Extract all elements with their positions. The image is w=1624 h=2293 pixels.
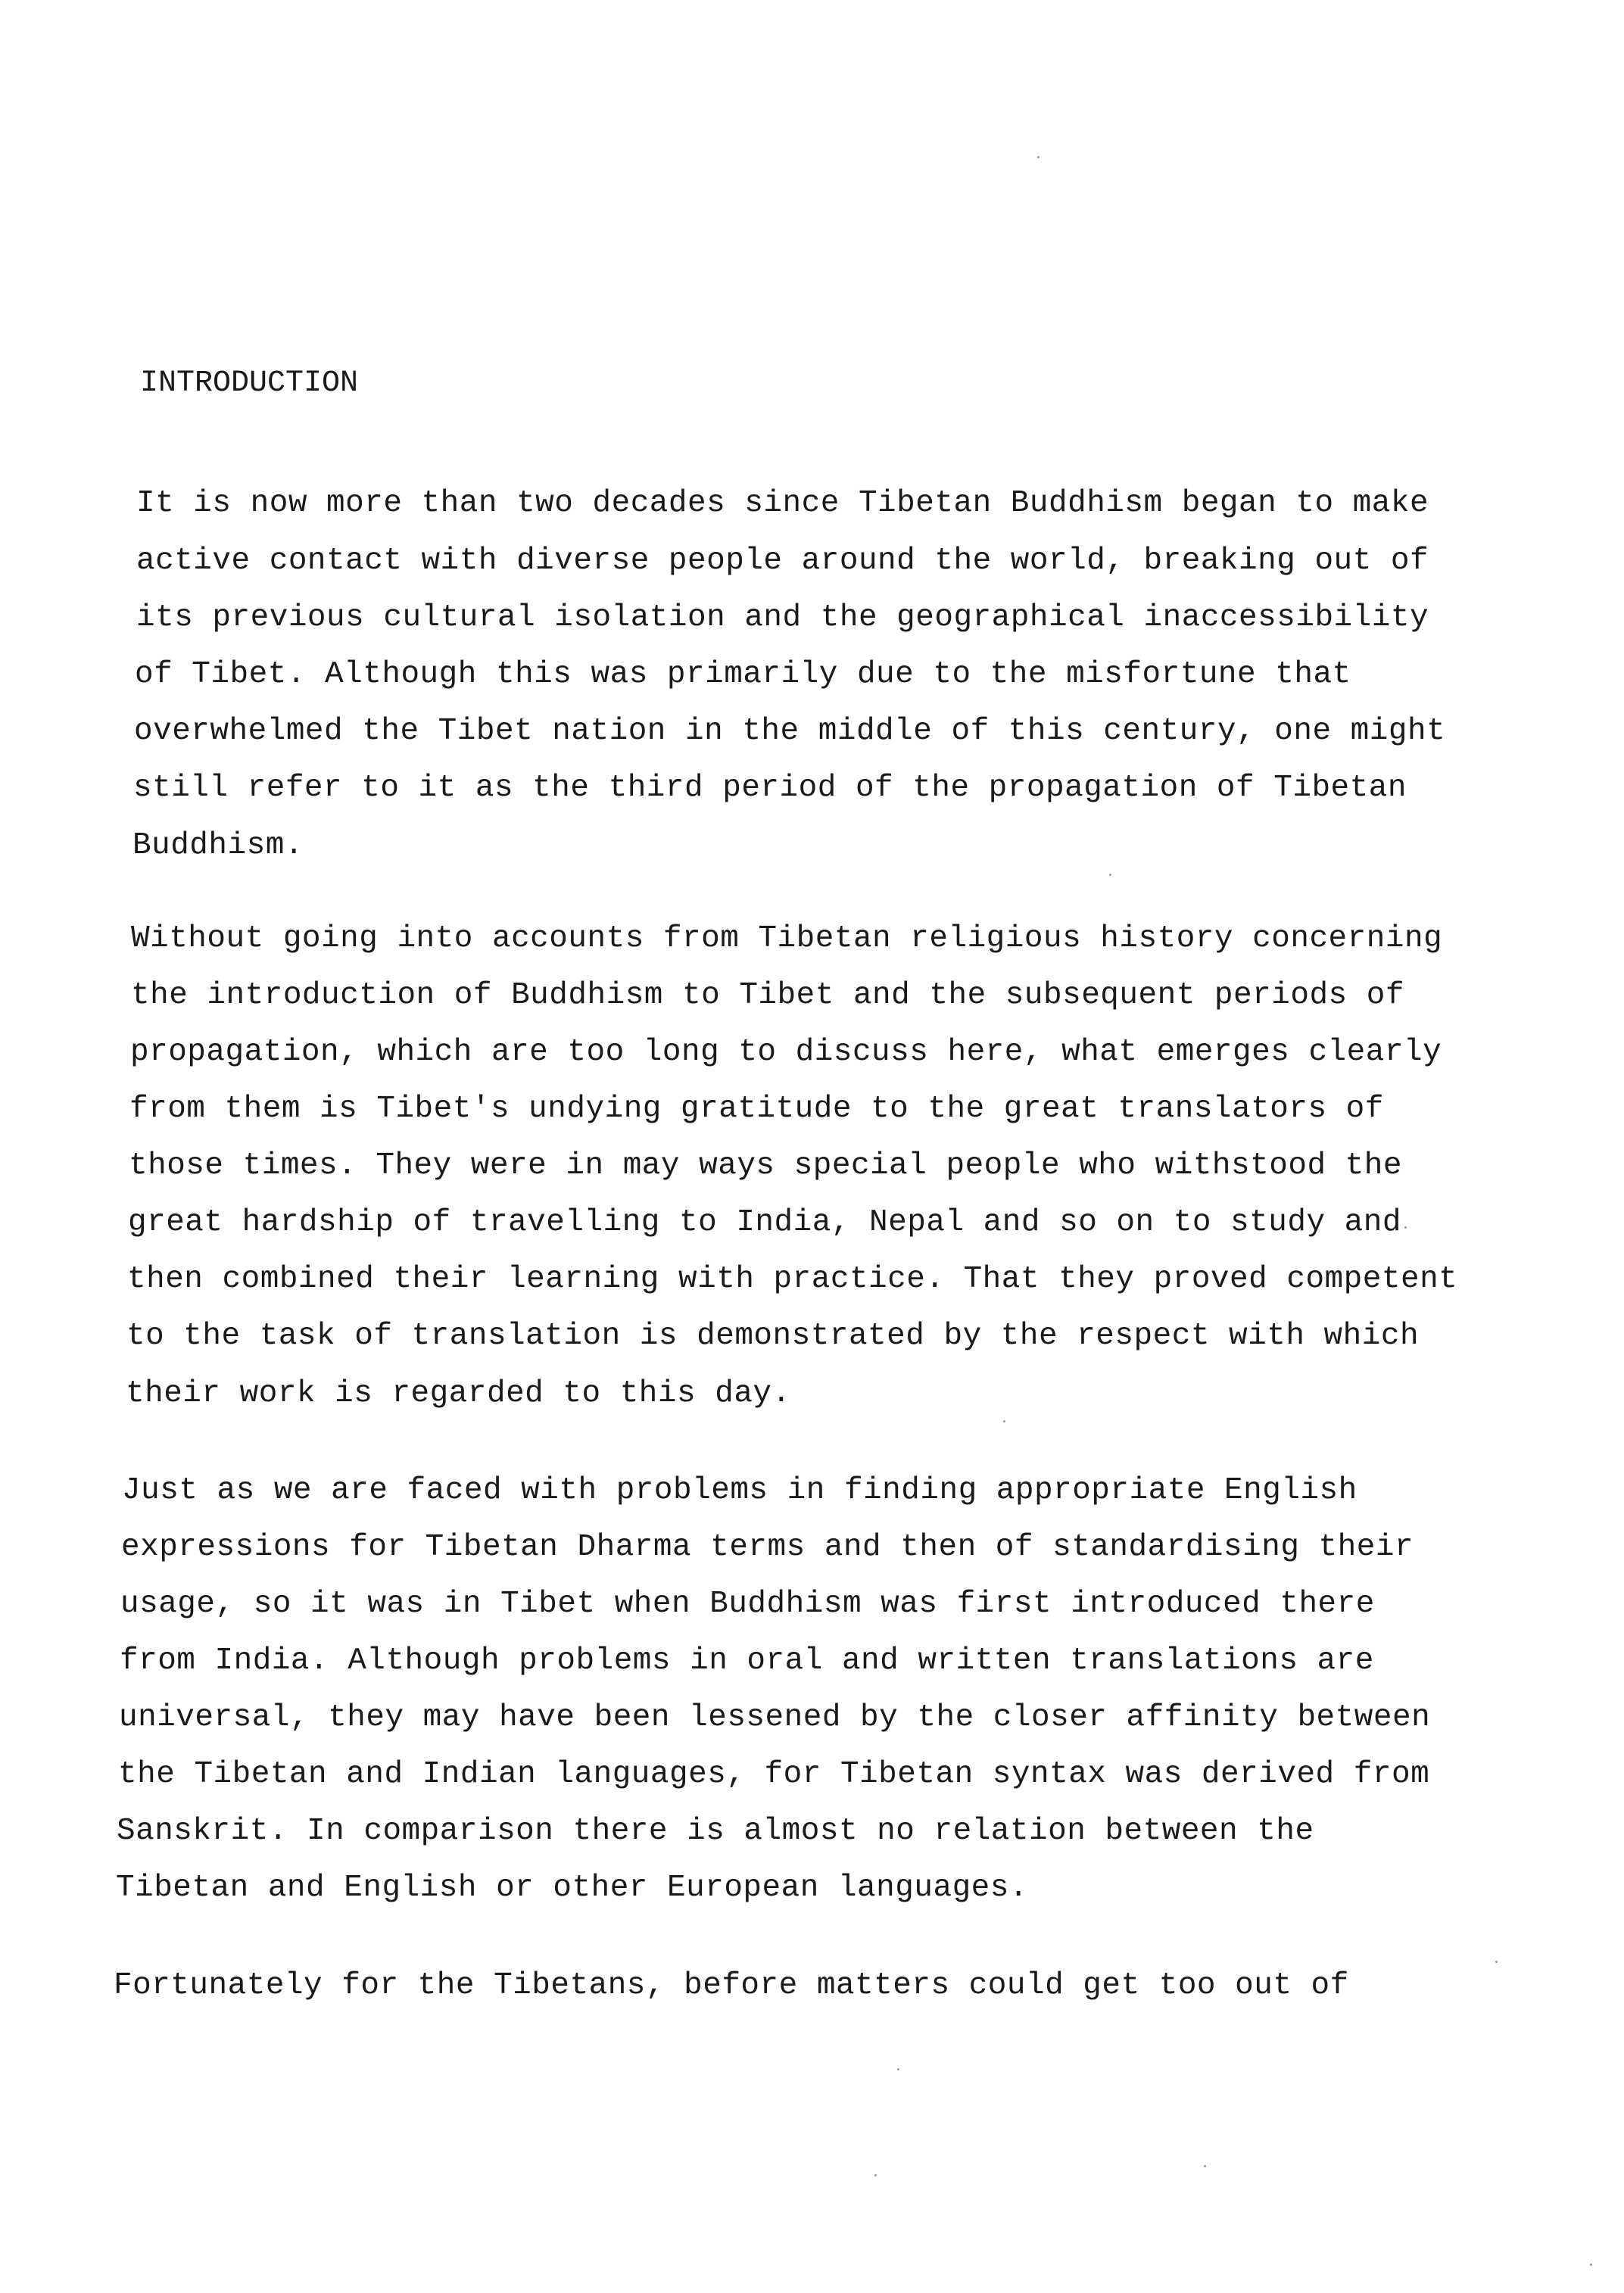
paragraph-line: their work is regarded to this day. xyxy=(126,1376,791,1411)
paragraph-line: universal, they may have been lessened by the closer affinity between xyxy=(119,1700,1431,1735)
scan-speck xyxy=(1109,874,1111,876)
paragraph-line: expressions for Tibetan Dharma terms and then of standardising their xyxy=(121,1530,1414,1565)
paragraph-line: great hardship of travelling to India, Nepal and so on to study and xyxy=(128,1205,1401,1240)
paragraph-line: Sanskrit. In comparison there is almost no relation between the xyxy=(117,1814,1314,1849)
paragraph-line: Without going into accounts from Tibetan religious history concerning xyxy=(131,921,1443,956)
paragraph-line: from them is Tibet's undying gratitude to the great translators of xyxy=(129,1092,1384,1126)
paragraph-line: propagation, which are too long to discuss here, what emerges clearly xyxy=(130,1035,1442,1070)
paragraph-line: from India. Although problems in oral and written translations are xyxy=(120,1643,1374,1678)
scan-speck xyxy=(1204,2165,1206,2167)
scan-speck xyxy=(1495,1961,1498,1963)
scan-speck xyxy=(874,2174,877,2176)
paragraph-line: Just as we are faced with problems in finding appropriate English xyxy=(122,1473,1357,1508)
paragraph-line: those times. They were in may ways special people who withstood the xyxy=(129,1148,1402,1183)
paragraph-line: active contact with diverse people around the world, breaking out of xyxy=(136,544,1429,578)
scan-speck xyxy=(1590,2263,1592,2266)
paragraph-line: Buddhism. xyxy=(132,828,304,863)
paragraph-line: the introduction of Buddhism to Tibet and the subsequent periods of xyxy=(131,978,1404,1013)
paragraph-line: its previous cultural isolation and the geographical inaccessibility xyxy=(136,600,1429,635)
paragraph-line: the Tibetan and Indian languages, for Tibetan syntax was derived from xyxy=(118,1757,1430,1792)
paragraph-line: overwhelmed the Tibet nation in the middle of this century, one might xyxy=(134,714,1446,749)
paragraph-line: usage, so it was in Tibet when Buddhism was first introduced there xyxy=(120,1587,1375,1622)
scan-speck xyxy=(1404,1226,1407,1229)
paragraph-line: Tibetan and English or other European languages. xyxy=(116,1871,1028,1905)
paragraph-line: Fortunately for the Tibetans, before matters could get too out of xyxy=(114,1968,1349,2003)
scan-speck xyxy=(1003,1420,1005,1422)
paragraph-line: It is now more than two decades since Tibetan Buddhism began to make xyxy=(136,486,1429,521)
paragraph-line: then combined their learning with practice. That they proved competent xyxy=(127,1262,1458,1297)
scan-speck xyxy=(897,2068,899,2070)
paragraph-line: of Tibet. Although this was primarily due to the misfortune that xyxy=(135,657,1351,692)
paragraph-line: to the task of translation is demonstrated by the respect with which xyxy=(126,1319,1420,1354)
scan-speck xyxy=(1037,156,1040,158)
paragraph-line: still refer to it as the third period of the propagation of Tibetan xyxy=(133,771,1407,805)
section-heading: INTRODUCTION xyxy=(140,366,359,400)
